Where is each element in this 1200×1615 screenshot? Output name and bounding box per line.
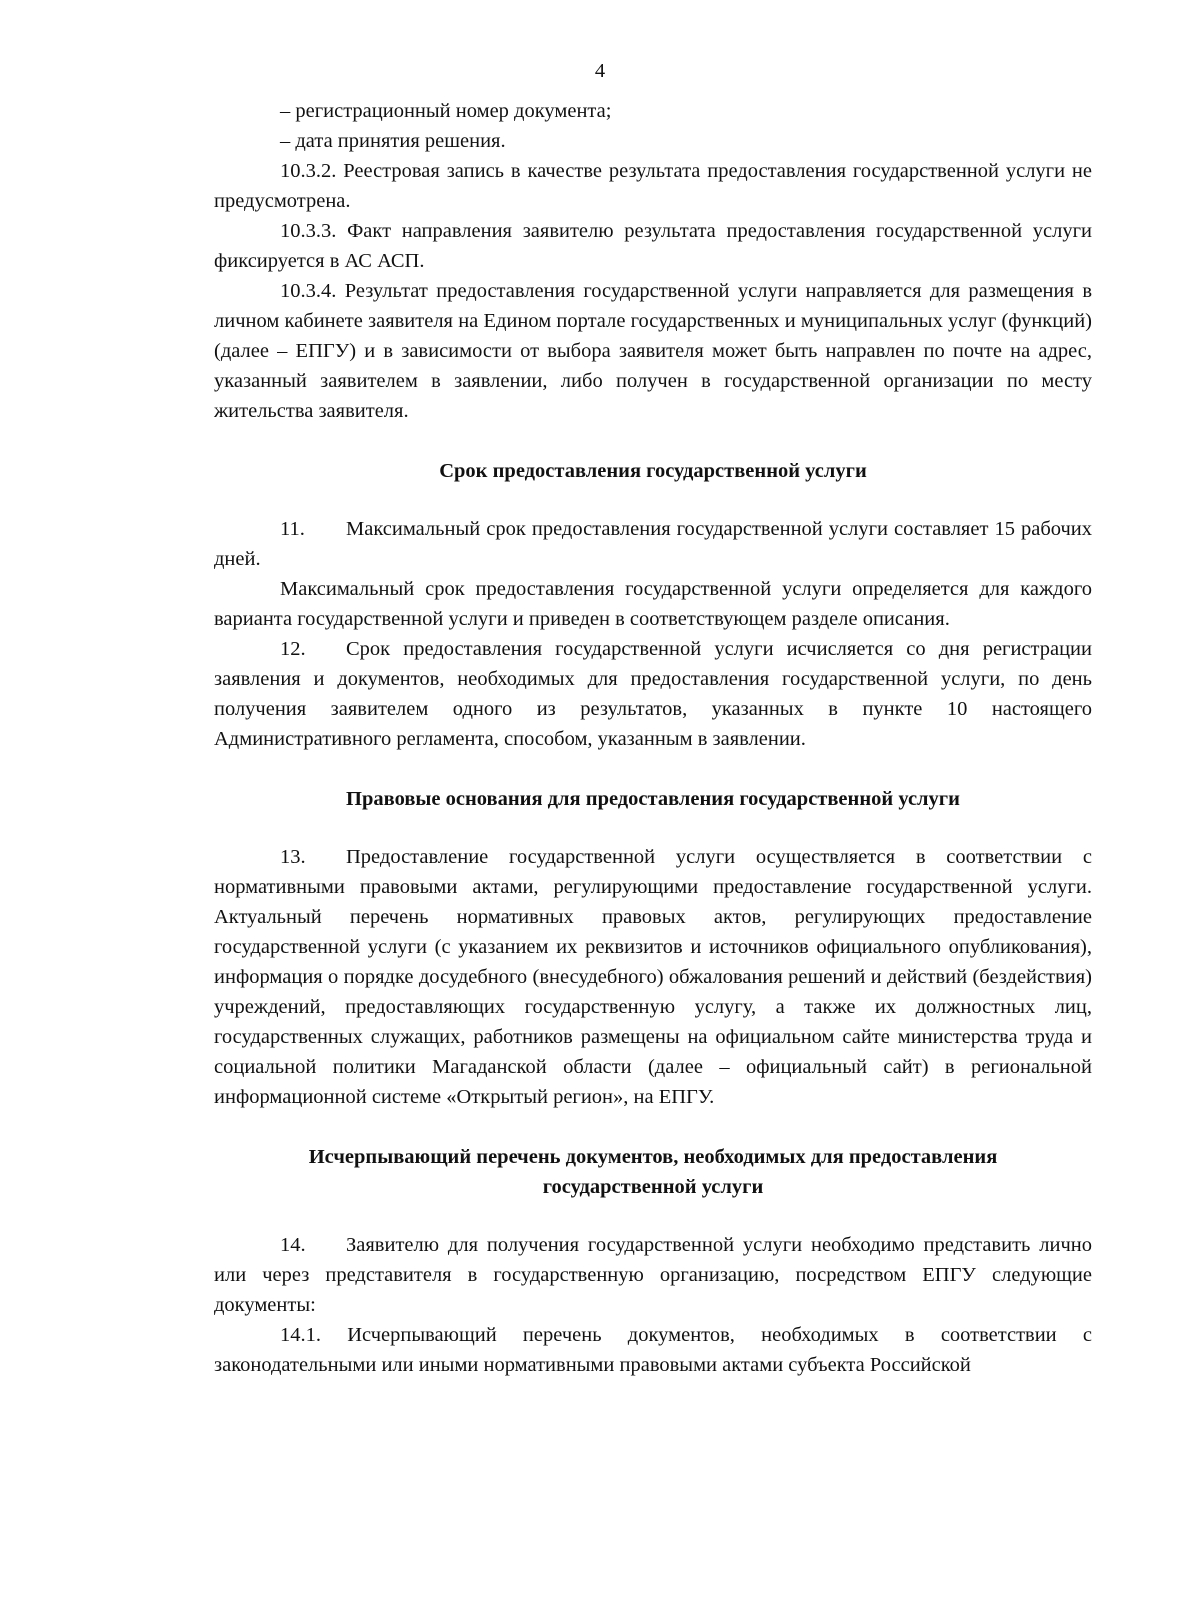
item-text-13: Предоставление государственной услуги осуществляется в соответствии с нормативными правовыми актами, регулирующими предоставление государственной услуги. Актуальный перечень нормативных правовых актов, регулирующих предоставление государственной услуги (с указанием их реквизитов и источников официального опубликования), информация о порядке досудебного (внесудебного) обжалования решений и действий (бездействия) учреждений, предоставляющих государственную услугу, а также их должностных лиц, государственных служащих, работников размещены на официальном сайте министерства труда и социальной политики Магаданской области (далее – официальный сайт) в региональной информационной системе «Открытый регион», на ЕПГУ.	[214, 846, 1092, 1108]
paragraph-14-1: 14.1. Исчерпывающий перечень документов, необходимых в соответствии с законодательными или иными нормативными правовыми актами субъекта Российской	[214, 1324, 1092, 1376]
paragraph-14	[214, 1230, 1092, 1320]
paragraph-10-3-4: 10.3.4. Результат предоставления государственной услуги направляется для размещения в личном кабинете заявителя на Едином портале государственных и муниципальных услуг (функций) (далее – ЕПГУ) и в зависимости от выбора заявителя может быть направлен по почте на адрес, указанный заявителем в заявлении, либо получен в государственной организации по месту жительства заявителя.	[214, 280, 1092, 422]
section-heading-documents-line2: государственной услуги	[542, 1176, 764, 1198]
section-heading-legal-basis: Правовые основания для предоставления государственной услуги	[346, 788, 960, 810]
paragraph-12	[214, 634, 1092, 754]
section-heading-term: Срок предоставления государственной услуги	[439, 460, 867, 482]
section-heading-documents	[214, 1142, 1092, 1202]
item-text-11: Максимальный срок предоставления государственной услуги составляет 15 рабочих дней.	[214, 518, 1092, 570]
page-number: 4	[594, 60, 606, 82]
document-body	[214, 96, 1092, 1380]
list-line-decision-date: – дата принятия решения.	[280, 130, 506, 152]
paragraph-max-term: Максимальный срок предоставления государственной услуги определяется для каждого варианта государственной услуги и приведен в соответствующем разделе описания.	[214, 578, 1092, 630]
paragraph-10-3-2: 10.3.2. Реестровая запись в качестве результата предоставления государственной услуги не предусмотрена.	[214, 160, 1092, 212]
paragraph-10-3-3: 10.3.3. Факт направления заявителю результата предоставления государственной услуги фиксируется в АС АСП.	[214, 220, 1092, 272]
item-text-14: Заявителю для получения государственной услуги необходимо представить лично или через представителя в государственную организацию, посредством ЕПГУ следующие документы:	[214, 1234, 1092, 1316]
item-text-12: Срок предоставления государственной услуги исчисляется со дня регистрации заявления и документов, необходимых для предоставления государственной услуги, по день получения заявителем одного из результатов, указанных в пункте 10 настоящего Административного регламента, способом, указанным в заявлении.	[214, 638, 1092, 750]
paragraph-13	[214, 842, 1092, 1112]
section-heading-documents-line1: Исчерпывающий перечень документов, необходимых для предоставления	[308, 1146, 998, 1168]
item-number-13: 13.	[280, 846, 306, 868]
list-line-registration-number: – регистрационный номер документа;	[280, 100, 612, 122]
item-number-11: 11.	[280, 518, 305, 540]
item-number-14: 14.	[280, 1234, 306, 1256]
paragraph-11	[214, 514, 1092, 574]
item-number-12: 12.	[280, 638, 306, 660]
